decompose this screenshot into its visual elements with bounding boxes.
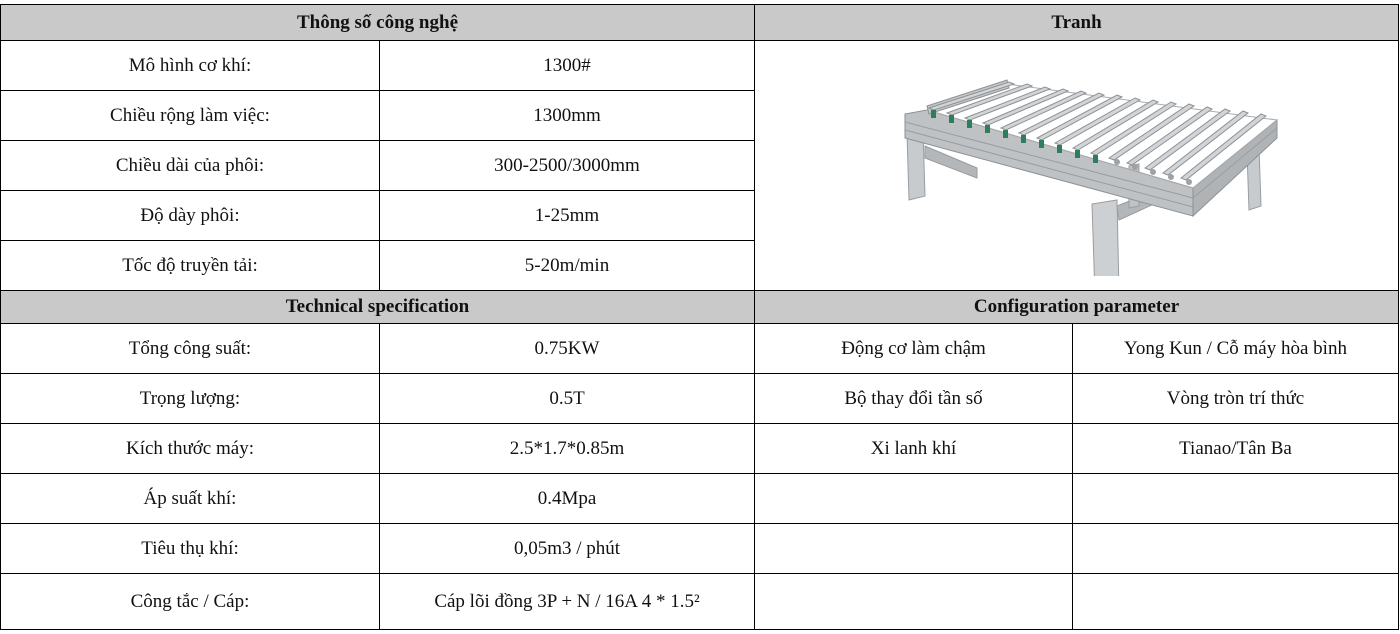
- spec-table: [0, 4, 1399, 630]
- config-value: [1073, 574, 1399, 630]
- spec-label: Kích thước máy:: [1, 424, 380, 474]
- config-name: Xi lanh khí: [755, 424, 1073, 474]
- table-row: [1, 324, 1399, 374]
- table-row: [1, 474, 1399, 524]
- technical-specification-header: Technical specification: [1, 291, 755, 324]
- spec-label: Tốc độ truyền tải:: [1, 241, 380, 291]
- spec-value: 0,05m3 / phút: [380, 524, 755, 574]
- config-value: Yong Kun / Cỗ máy hòa bình: [1073, 324, 1399, 374]
- table-row: [1, 374, 1399, 424]
- spec-label: Áp suất khí:: [1, 474, 380, 524]
- spec-label: Công tắc / Cáp:: [1, 574, 380, 630]
- spec-sheet: [0, 4, 1398, 630]
- config-value: [1073, 474, 1399, 524]
- spec-value: 2.5*1.7*0.85m: [380, 424, 755, 474]
- spec-label: Độ dày phôi:: [1, 191, 380, 241]
- spec-value: 1300mm: [380, 91, 755, 141]
- config-name: [755, 574, 1073, 630]
- config-value: Vòng tròn trí thức: [1073, 374, 1399, 424]
- table-row: [1, 574, 1399, 630]
- spec-label: Mô hình cơ khí:: [1, 41, 380, 91]
- spec-value: 1-25mm: [380, 191, 755, 241]
- configuration-parameter-header: Configuration parameter: [755, 291, 1399, 324]
- spec-value: Cáp lõi đồng 3P + N / 16A 4 * 1.5²: [380, 574, 755, 630]
- spec-value: 300-2500/3000mm: [380, 141, 755, 191]
- table-row: [1, 424, 1399, 474]
- spec-label: Trọng lượng:: [1, 374, 380, 424]
- spec-label: Chiều dài của phôi:: [1, 141, 380, 191]
- spec-value: 0.4Mpa: [380, 474, 755, 524]
- config-name: [755, 524, 1073, 574]
- table-row: [1, 41, 1399, 91]
- section1-header-row: [1, 5, 1399, 41]
- spec-value: 0.75KW: [380, 324, 755, 374]
- spec-label: Tổng công suất:: [1, 324, 380, 374]
- roller-conveyor-icon: [867, 56, 1287, 276]
- config-value: [1073, 524, 1399, 574]
- spec-label: Chiều rộng làm việc:: [1, 91, 380, 141]
- spec-value: 0.5T: [380, 374, 755, 424]
- table-row: [1, 524, 1399, 574]
- config-name: [755, 474, 1073, 524]
- section2-header-row: [1, 291, 1399, 324]
- config-name: Bộ thay đổi tần số: [755, 374, 1073, 424]
- tech-params-header: Thông số công nghệ: [1, 5, 755, 41]
- picture-header: Tranh: [755, 5, 1399, 41]
- config-value: Tianao/Tân Ba: [1073, 424, 1399, 474]
- spec-value: 5-20m/min: [380, 241, 755, 291]
- spec-label: Tiêu thụ khí:: [1, 524, 380, 574]
- spec-value: 1300#: [380, 41, 755, 91]
- machine-image-cell: [755, 41, 1399, 291]
- config-name: Động cơ làm chậm: [755, 324, 1073, 374]
